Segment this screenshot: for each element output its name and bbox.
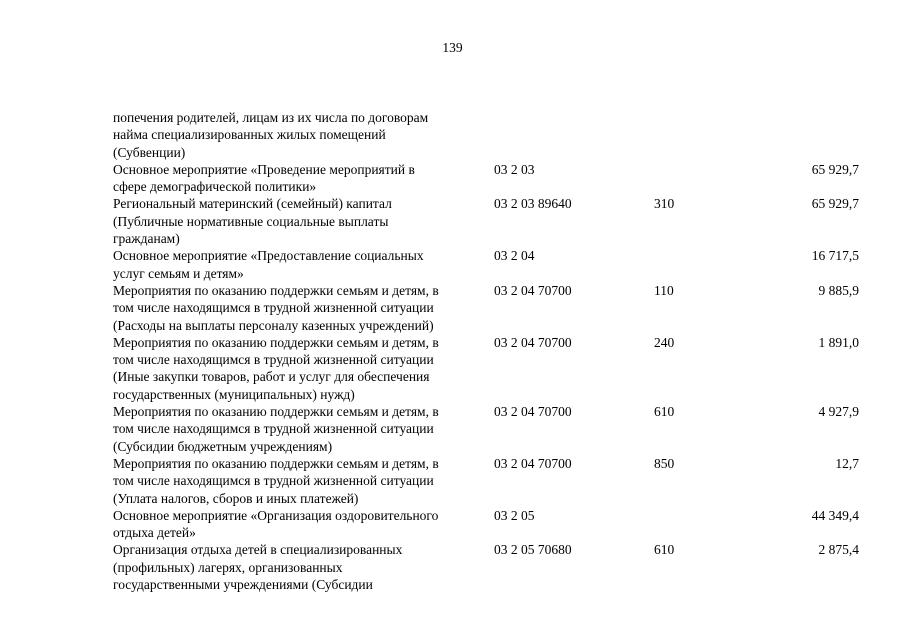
amount: 16 717,5: [811, 248, 859, 264]
amount: 1 891,0: [818, 334, 859, 350]
table-row: [113, 109, 859, 161]
amount: 4 927,9: [818, 404, 859, 420]
budget-classification-code: 03 2 04 70700: [494, 455, 572, 471]
budget-classification-code: 03 2 04 70700: [494, 334, 572, 350]
table-row: [113, 247, 859, 282]
amount: 2 875,4: [818, 542, 859, 558]
expense-type-code: [654, 507, 734, 542]
amount: 9 885,9: [818, 282, 859, 298]
expense-type-code: [654, 247, 734, 282]
budget-classification-code: 03 2 04 70700: [494, 404, 572, 420]
expense-name: Организация отдыха детей в специализированных (профильных) лагерях, организованных государственными учреждениями (Субсидии: [113, 542, 403, 593]
table-row: [113, 282, 859, 334]
expense-name: попечения родителей, лицам из их числа по договорам найма специализированных жилых помещений (Субвенции): [113, 110, 429, 160]
page-number: 139: [442, 40, 463, 55]
expense-type-code: 110: [654, 282, 674, 298]
expense-name: Мероприятия по оказанию поддержки семьям и детям, в том числе находящимся в трудной жизненной ситуации (Иные закупки товаров, работ и услуг для обеспечения государственных (муниципальных) нужд): [113, 334, 439, 402]
budget-classification-code: 03 2 03: [494, 161, 535, 177]
expense-type-code: 310: [654, 196, 675, 212]
table-row: [113, 334, 859, 403]
amount: 44 349,4: [811, 507, 859, 523]
table-row: [113, 507, 859, 542]
table-row: [113, 195, 859, 247]
expense-name: Мероприятия по оказанию поддержки семьям и детям, в том числе находящимся в трудной жизненной ситуации (Расходы на выплаты персоналу казенных учреждений): [113, 282, 439, 333]
table-row: [113, 455, 859, 507]
amount: 65 929,7: [811, 161, 859, 177]
table-row: [113, 541, 859, 593]
table-row: [113, 161, 859, 196]
expense-name: Основное мероприятие «Проведение мероприятий в сфере демографической политики»: [113, 161, 415, 195]
expense-type-code: [654, 161, 734, 196]
expense-name: Мероприятия по оказанию поддержки семьям и детям, в том числе находящимся в трудной жизненной ситуации (Субсидии бюджетным учреждениям): [113, 404, 439, 454]
amount: [734, 109, 859, 161]
expense-type-code: 850: [654, 455, 675, 471]
expense-name: Региональный материнский (семейный) капитал (Публичные нормативные социальные выплаты гражданам): [113, 196, 392, 247]
amount: 65 929,7: [811, 196, 859, 212]
budget-classification-code: 03 2 05 70680: [494, 542, 572, 558]
expense-name: Основное мероприятие «Предоставление социальных услуг семьям и детям»: [113, 248, 424, 281]
budget-classification-code: 03 2 04 70700: [494, 282, 572, 298]
expense-type-code: 610: [654, 404, 675, 420]
amount: 12,7: [835, 455, 859, 471]
table-row: [113, 403, 859, 455]
budget-classification-code: 03 2 05: [494, 507, 535, 523]
budget-classification-code: 03 2 03 89640: [494, 196, 572, 212]
expense-name: Мероприятия по оказанию поддержки семьям и детям, в том числе находящимся в трудной жизненной ситуации (Уплата налогов, сборов и иных платежей): [113, 455, 439, 506]
expense-type-code: [654, 109, 734, 161]
expense-name: Основное мероприятие «Организация оздоровительного отдыха детей»: [113, 507, 439, 541]
expense-type-code: 240: [654, 334, 675, 350]
budget-classification-code: [494, 109, 654, 161]
budget-table: [113, 109, 859, 593]
expense-type-code: 610: [654, 542, 675, 558]
budget-classification-code: 03 2 04: [494, 248, 535, 264]
